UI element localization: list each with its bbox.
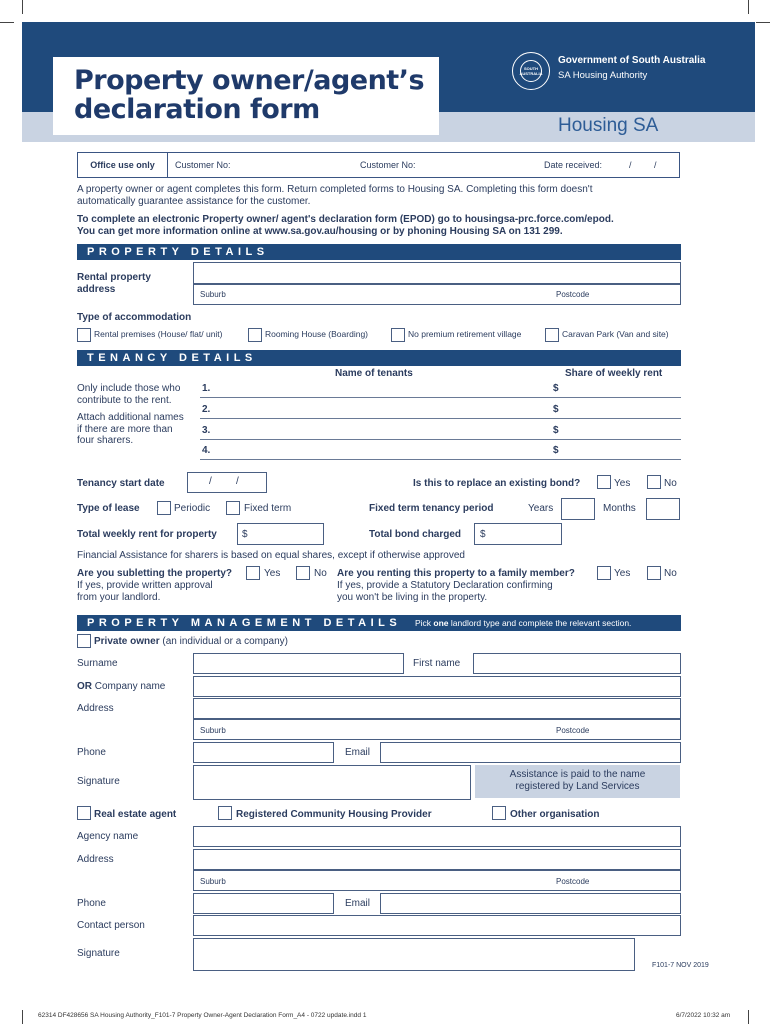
family-question: Are you renting this property to a family member? — [337, 568, 575, 579]
tenant-row-dollar: $ — [553, 383, 559, 394]
contact-person-label: Contact person — [77, 920, 145, 931]
rental-premises-checkbox[interactable] — [77, 328, 91, 342]
section-tenancy-details: TENANCY DETAILS — [77, 350, 681, 366]
periodic-label: Periodic — [174, 503, 211, 514]
replace-bond-question: Is this to replace an existing bond? — [413, 478, 581, 489]
family-yes-checkbox[interactable] — [597, 566, 611, 580]
customer-no-label: Customer No: — [175, 160, 231, 170]
periodic-checkbox[interactable] — [157, 501, 171, 515]
rental-premises-label: Rental premises (House/ flat/ unit) — [94, 329, 223, 339]
real-estate-label: Real estate agent — [94, 809, 177, 820]
tenant-row-number: 2. — [202, 404, 211, 415]
rooming-house-checkbox[interactable] — [248, 328, 262, 342]
tenancy-start-field[interactable] — [187, 472, 267, 493]
years-field[interactable] — [561, 498, 595, 520]
no-label: No — [664, 478, 677, 489]
crop-mark — [22, 1010, 23, 1024]
section-management-details: PROPERTY MANAGEMENT DETAILS Pick one landlord type and complete the relevant section. — [77, 615, 681, 631]
postcode-label: Postcode — [556, 877, 590, 886]
replace-bond-no-checkbox[interactable] — [647, 475, 661, 489]
phone-field[interactable] — [193, 742, 334, 763]
tenant-row-line[interactable] — [200, 418, 681, 419]
suburb-label: Suburb — [200, 877, 226, 886]
subletting-yes-checkbox[interactable] — [246, 566, 260, 580]
lease-type-label: Type of lease — [77, 503, 140, 514]
first-name-field[interactable] — [473, 653, 681, 674]
phone-label: Phone — [77, 747, 106, 758]
agency-address-field[interactable] — [193, 849, 681, 870]
postcode-label: Postcode — [556, 290, 590, 299]
agency-email-label: Email — [345, 898, 371, 909]
other-org-checkbox[interactable] — [492, 806, 506, 820]
address-label: Address — [77, 703, 114, 714]
suburb-label: Suburb — [200, 726, 226, 735]
months-label: Months — [603, 503, 636, 514]
suburb-label: Suburb — [200, 290, 226, 299]
agency-suburb-field[interactable] — [193, 870, 681, 891]
no-label: No — [664, 568, 677, 579]
date-separator: / — [629, 160, 632, 170]
agency-name-field[interactable] — [193, 826, 681, 847]
total-bond-label: Total bond charged — [369, 529, 462, 540]
crop-mark — [748, 0, 749, 14]
family-no-checkbox[interactable] — [647, 566, 661, 580]
tenant-row-line[interactable] — [200, 397, 681, 398]
company-name-field[interactable] — [193, 676, 681, 697]
yes-label: Yes — [614, 478, 631, 489]
agency-phone-field[interactable] — [193, 893, 334, 914]
first-name-label: First name — [413, 658, 461, 669]
community-housing-checkbox[interactable] — [218, 806, 232, 820]
private-owner-label: Private owner (an individual or a company) — [94, 636, 288, 647]
replace-bond-yes-checkbox[interactable] — [597, 475, 611, 489]
date-separator: / — [654, 160, 657, 170]
financial-note: Financial Assistance for sharers is based on equal shares, except if otherwise approved — [77, 550, 465, 561]
fixed-period-label: Fixed term tenancy period — [369, 503, 494, 514]
tenant-row-line[interactable] — [200, 439, 681, 440]
agency-signature-field[interactable] — [193, 938, 635, 971]
contact-person-field[interactable] — [193, 915, 681, 936]
total-rent-label: Total weekly rent for property — [77, 529, 217, 540]
retirement-village-checkbox[interactable] — [391, 328, 405, 342]
tenant-row-number: 1. — [202, 383, 211, 394]
share-rent-header: Share of weekly rent — [565, 368, 663, 379]
surname-label: Surname — [77, 658, 118, 669]
crop-mark — [748, 1010, 749, 1024]
total-rent-field[interactable] — [237, 523, 324, 545]
intro-links: To complete an electronic Property owner/ agent's declaration form (EPOD) go to housingsa-prc.force.com/epod. You can get more information online at www.sa.gov.au/housing or by phoning Housing SA on 131 299. — [77, 214, 614, 237]
caravan-park-label: Caravan Park (Van and site) — [562, 329, 669, 339]
postcode-label: Postcode — [556, 726, 590, 735]
yes-label: Yes — [614, 568, 631, 579]
print-slug: 62314 DF428656 SA Housing Authority_F101-7 Property Owner-Agent Declaration Form_A4 - 0722 update.indd 1 — [38, 1012, 367, 1019]
signature-label: Signature — [77, 776, 120, 787]
page-title: Property owner/agent’s declaration form — [74, 65, 425, 125]
date-separator: / — [209, 476, 212, 487]
office-use-label: Office use only — [78, 153, 168, 177]
retirement-village-label: No premium retirement village — [408, 329, 522, 339]
agency-name-label: Agency name — [77, 831, 139, 842]
section-property-details: PROPERTY DETAILS — [77, 244, 681, 260]
tenancy-start-label: Tenancy start date — [77, 478, 165, 489]
tenant-row-dollar: $ — [553, 404, 559, 415]
months-field[interactable] — [646, 498, 680, 520]
agency-email-field[interactable] — [380, 893, 681, 914]
tenant-row-line[interactable] — [200, 459, 681, 460]
fixed-term-checkbox[interactable] — [226, 501, 240, 515]
authority-name: SA Housing Authority — [558, 70, 648, 81]
assistance-note: Assistance is paid to the name registered by Land Services — [475, 765, 680, 798]
rental-address-field[interactable] — [193, 262, 681, 284]
crop-mark — [0, 22, 14, 23]
date-separator: / — [236, 476, 239, 487]
address-field[interactable] — [193, 698, 681, 719]
address-suburb-field[interactable] — [193, 719, 681, 740]
years-label: Years — [528, 503, 554, 514]
subletting-block: Are you subletting the property? If yes, provide written approval from your landlord. — [77, 568, 233, 603]
seal-text: SOUTH AUSTRALIA — [519, 66, 543, 76]
accommodation-type-label: Type of accommodation — [77, 312, 192, 323]
customer-no-label-2: Customer No: — [360, 160, 416, 170]
real-estate-checkbox[interactable] — [77, 806, 91, 820]
tenant-row-dollar: $ — [553, 425, 559, 436]
dollar-sign: $ — [480, 529, 486, 540]
yes-label: Yes — [264, 568, 281, 579]
form-code: F101-7 NOV 2019 — [652, 962, 709, 969]
government-name: Government of South Australia — [558, 55, 706, 66]
caravan-park-checkbox[interactable] — [545, 328, 559, 342]
signature-field[interactable] — [193, 765, 471, 800]
subletting-no-checkbox[interactable] — [296, 566, 310, 580]
other-org-label: Other organisation — [510, 809, 600, 820]
crop-mark — [756, 22, 770, 23]
no-label: No — [314, 568, 327, 579]
crop-mark — [22, 0, 23, 14]
rental-address-label: Rental property address — [77, 272, 151, 295]
agency-phone-label: Phone — [77, 898, 106, 909]
community-housing-label: Registered Community Housing Provider — [236, 809, 432, 820]
email-field[interactable] — [380, 742, 681, 763]
company-name-label: OR Company name — [77, 681, 166, 692]
family-block: Are you renting this property to a family member? If yes, provide a Statutory Declaration confirming you won't be living in the property. — [337, 568, 575, 603]
total-bond-field[interactable] — [474, 523, 562, 545]
brand-name: Housing SA — [558, 115, 659, 136]
tenancy-note: Only include those who contribute to the rent. Attach additional names if there are more than four sharers. — [77, 383, 184, 446]
surname-field[interactable] — [193, 653, 404, 674]
agency-address-label: Address — [77, 854, 114, 865]
tenant-row-dollar: $ — [553, 445, 559, 456]
email-label: Email — [345, 747, 371, 758]
dollar-sign: $ — [242, 529, 248, 540]
print-slug-date: 6/7/2022 10:32 am — [676, 1012, 731, 1019]
rental-suburb-field[interactable] — [193, 284, 681, 305]
intro-text: A property owner or agent completes this form. Return completed forms to Housing SA. Completing this form doesn't automatically guarantee assistance for the customer. — [77, 184, 593, 207]
agency-signature-label: Signature — [77, 948, 120, 959]
fixed-term-label: Fixed term — [244, 503, 292, 514]
office-use-box — [77, 152, 680, 178]
private-owner-checkbox[interactable] — [77, 634, 91, 648]
subletting-question: Are you subletting the property? — [77, 568, 233, 579]
tenant-name-header: Name of tenants — [335, 368, 413, 379]
tenant-row-number: 3. — [202, 425, 211, 436]
pick-note: Pick one landlord type and complete the relevant section. — [415, 618, 632, 628]
rooming-house-label: Rooming House (Boarding) — [265, 329, 368, 339]
tenant-row-number: 4. — [202, 445, 211, 456]
date-received-label: Date received: — [544, 160, 603, 170]
